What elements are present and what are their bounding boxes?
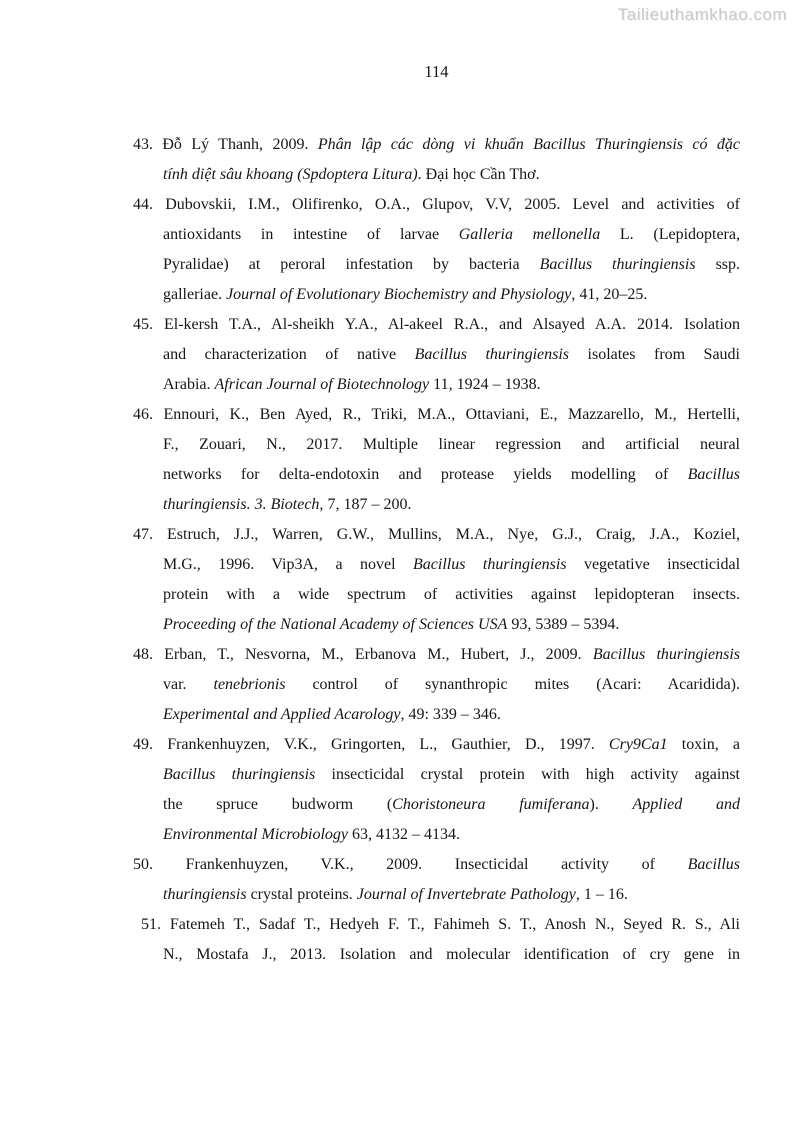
reference-text: N., Mostafa J., 2013. Isolation and molecular identification of cry gene in [163,946,740,963]
reference-line [133,940,740,970]
reference-italic-text: Environmental Microbiology [163,826,348,843]
reference-text: antioxidants in intestine of larvae [163,226,459,243]
reference-text: galleriae. [163,286,227,303]
reference-text: . Đại học Cần Thơ. [417,166,540,183]
reference-line [133,550,740,580]
reference-line [133,340,740,370]
reference-line [133,820,740,850]
reference-text: 7, 187 – 200. [323,496,412,513]
reference-entry [133,190,740,310]
reference-text: toxin, a [667,736,740,753]
reference-line [133,190,740,220]
reference-text: isolates from Saudi [569,346,741,363]
reference-line [133,790,740,820]
reference-line [133,220,740,250]
reference-text: the spruce budworm ( [163,796,393,813]
reference-text: 45. El-kersh T.A., Al-sheikh Y.A., Al-akeel R.A., and Alsayed A.A. 2014. Isolation [133,316,740,333]
reference-text: crystal proteins. [246,886,357,903]
reference-text: 93, 5389 – 5394. [507,616,620,633]
reference-line [133,730,740,760]
reference-line [133,250,740,280]
reference-italic-text: Bacillus thuringiensis [414,346,570,363]
reference-text: M.G., 1996. Vip3A, a novel [163,556,414,573]
reference-text: var. [163,676,214,693]
reference-line [133,430,740,460]
reference-italic-text: Choristoneura fumiferana [392,796,590,813]
reference-line [133,490,740,520]
reference-text: F., Zouari, N., 2017. Multiple linear regression and artificial neural [163,436,740,453]
reference-text: protein with a wide spectrum of activities against lepidopteran insects. [163,586,740,603]
reference-text: 44. Dubovskii, I.M., Olifirenko, O.A., Glupov, V.V, 2005. Level and activities of [133,196,740,213]
reference-text: , 1 – 16. [575,886,628,903]
reference-entry [133,910,740,970]
watermark-text: Tailieuthamkhao.com [617,5,787,24]
reference-italic-text: Bacillus thuringiensis [592,646,741,663]
reference-entry [133,520,740,640]
reference-italic-text: Galleria mellonella [458,226,601,243]
reference-text: 43. Đỗ Lý Thanh, 2009. [133,136,318,153]
reference-line [133,130,740,160]
reference-line [133,640,740,670]
reference-text: insecticidal crystal protein with high activity against [315,766,740,783]
page-number: 114 [424,62,449,81]
reference-italic-text: Applied and [632,796,741,813]
reference-text: L. (Lepidoptera, [600,226,740,243]
reference-text: 48. Erban, T., Nesvorna, M., Erbanova M., Hubert, J., 2009. [133,646,593,663]
reference-italic-text: African Journal of Biotechnology [214,376,430,393]
reference-text: Pyralidae) at peroral infestation by bacteria [163,256,540,273]
reference-text: control of synanthropic mites (Acari: Acaridida). [285,676,740,693]
reference-line [133,910,740,940]
reference-line [133,400,740,430]
reference-text: 49. Frankenhuyzen, V.K., Gringorten, L., Gauthier, D., 1997. [133,736,609,753]
reference-line [133,280,740,310]
reference-italic-text: Bacillus [687,466,740,483]
reference-italic-text: Journal of Invertebrate Pathology [356,886,576,903]
reference-italic-text: Cry9Ca1 [608,736,668,753]
reference-italic-text: thuringiensis [163,886,247,903]
reference-text: and characterization of native [163,346,415,363]
reference-line [133,670,740,700]
reference-italic-text: tính diệt sâu khoang (Spdoptera Litura) [163,166,418,183]
reference-entry [133,640,740,730]
reference-text: ). [589,796,633,813]
reference-text: , 41, 20–25. [571,286,648,303]
reference-text: networks for delta-endotoxin and protease yields modelling of [163,466,688,483]
reference-italic-text: Proceeding of the National Academy of Sciences USA [163,616,508,633]
reference-text: 46. Ennouri, K., Ben Ayed, R., Triki, M.A., Ottaviani, E., Mazzarello, M., Hertelli, [133,406,740,423]
reference-line [133,760,740,790]
reference-italic-text: Experimental and Applied Acarology [163,706,401,723]
reference-entry [133,730,740,850]
reference-line [133,880,740,910]
reference-text: , 49: 339 – 346. [400,706,501,723]
reference-text: 11, 1924 – 1938. [429,376,541,393]
reference-italic-text: thuringiensis. 3. Biotech, [163,496,324,513]
reference-text: 63, 4132 – 4134. [348,826,460,843]
reference-italic-text: Bacillus thuringiensis [163,766,316,783]
reference-line [133,160,740,190]
reference-line [133,700,740,730]
reference-italic-text: Bacillus [687,856,740,873]
reference-italic-text: Journal of Evolutionary Biochemistry and Physiology [226,286,572,303]
reference-entry [133,850,740,910]
reference-line [133,580,740,610]
reference-line [133,310,740,340]
reference-italic-text: tenebrionis [213,676,286,693]
reference-italic-text: Bacillus thuringiensis [413,556,567,573]
reference-italic-text: Phân lập các dòng vi khuẩn Bacillus Thuringiensis có đặc [317,136,740,153]
reference-text: 51. Fatemeh T., Sadaf T., Hedyeh F. T., Fahimeh S. T., Anosh N., Seyed R. S., Ali [141,916,740,933]
reference-line [133,370,740,400]
reference-text: ssp. [695,256,741,273]
reference-list [133,130,740,970]
reference-entry [133,130,740,190]
reference-line [133,520,740,550]
reference-text: 50. Frankenhuyzen, V.K., 2009. Insecticidal activity of [133,856,688,873]
reference-line [133,460,740,490]
reference-line [133,610,740,640]
reference-line [133,850,740,880]
reference-text: 47. Estruch, J.J., Warren, G.W., Mullins, M.A., Nye, G.J., Craig, J.A., Koziel, [133,526,740,543]
reference-entry [133,400,740,520]
reference-italic-text: Bacillus thuringiensis [539,256,696,273]
reference-text: Arabia. [163,376,215,393]
reference-text: vegetative insecticidal [566,556,741,573]
reference-entry [133,310,740,400]
